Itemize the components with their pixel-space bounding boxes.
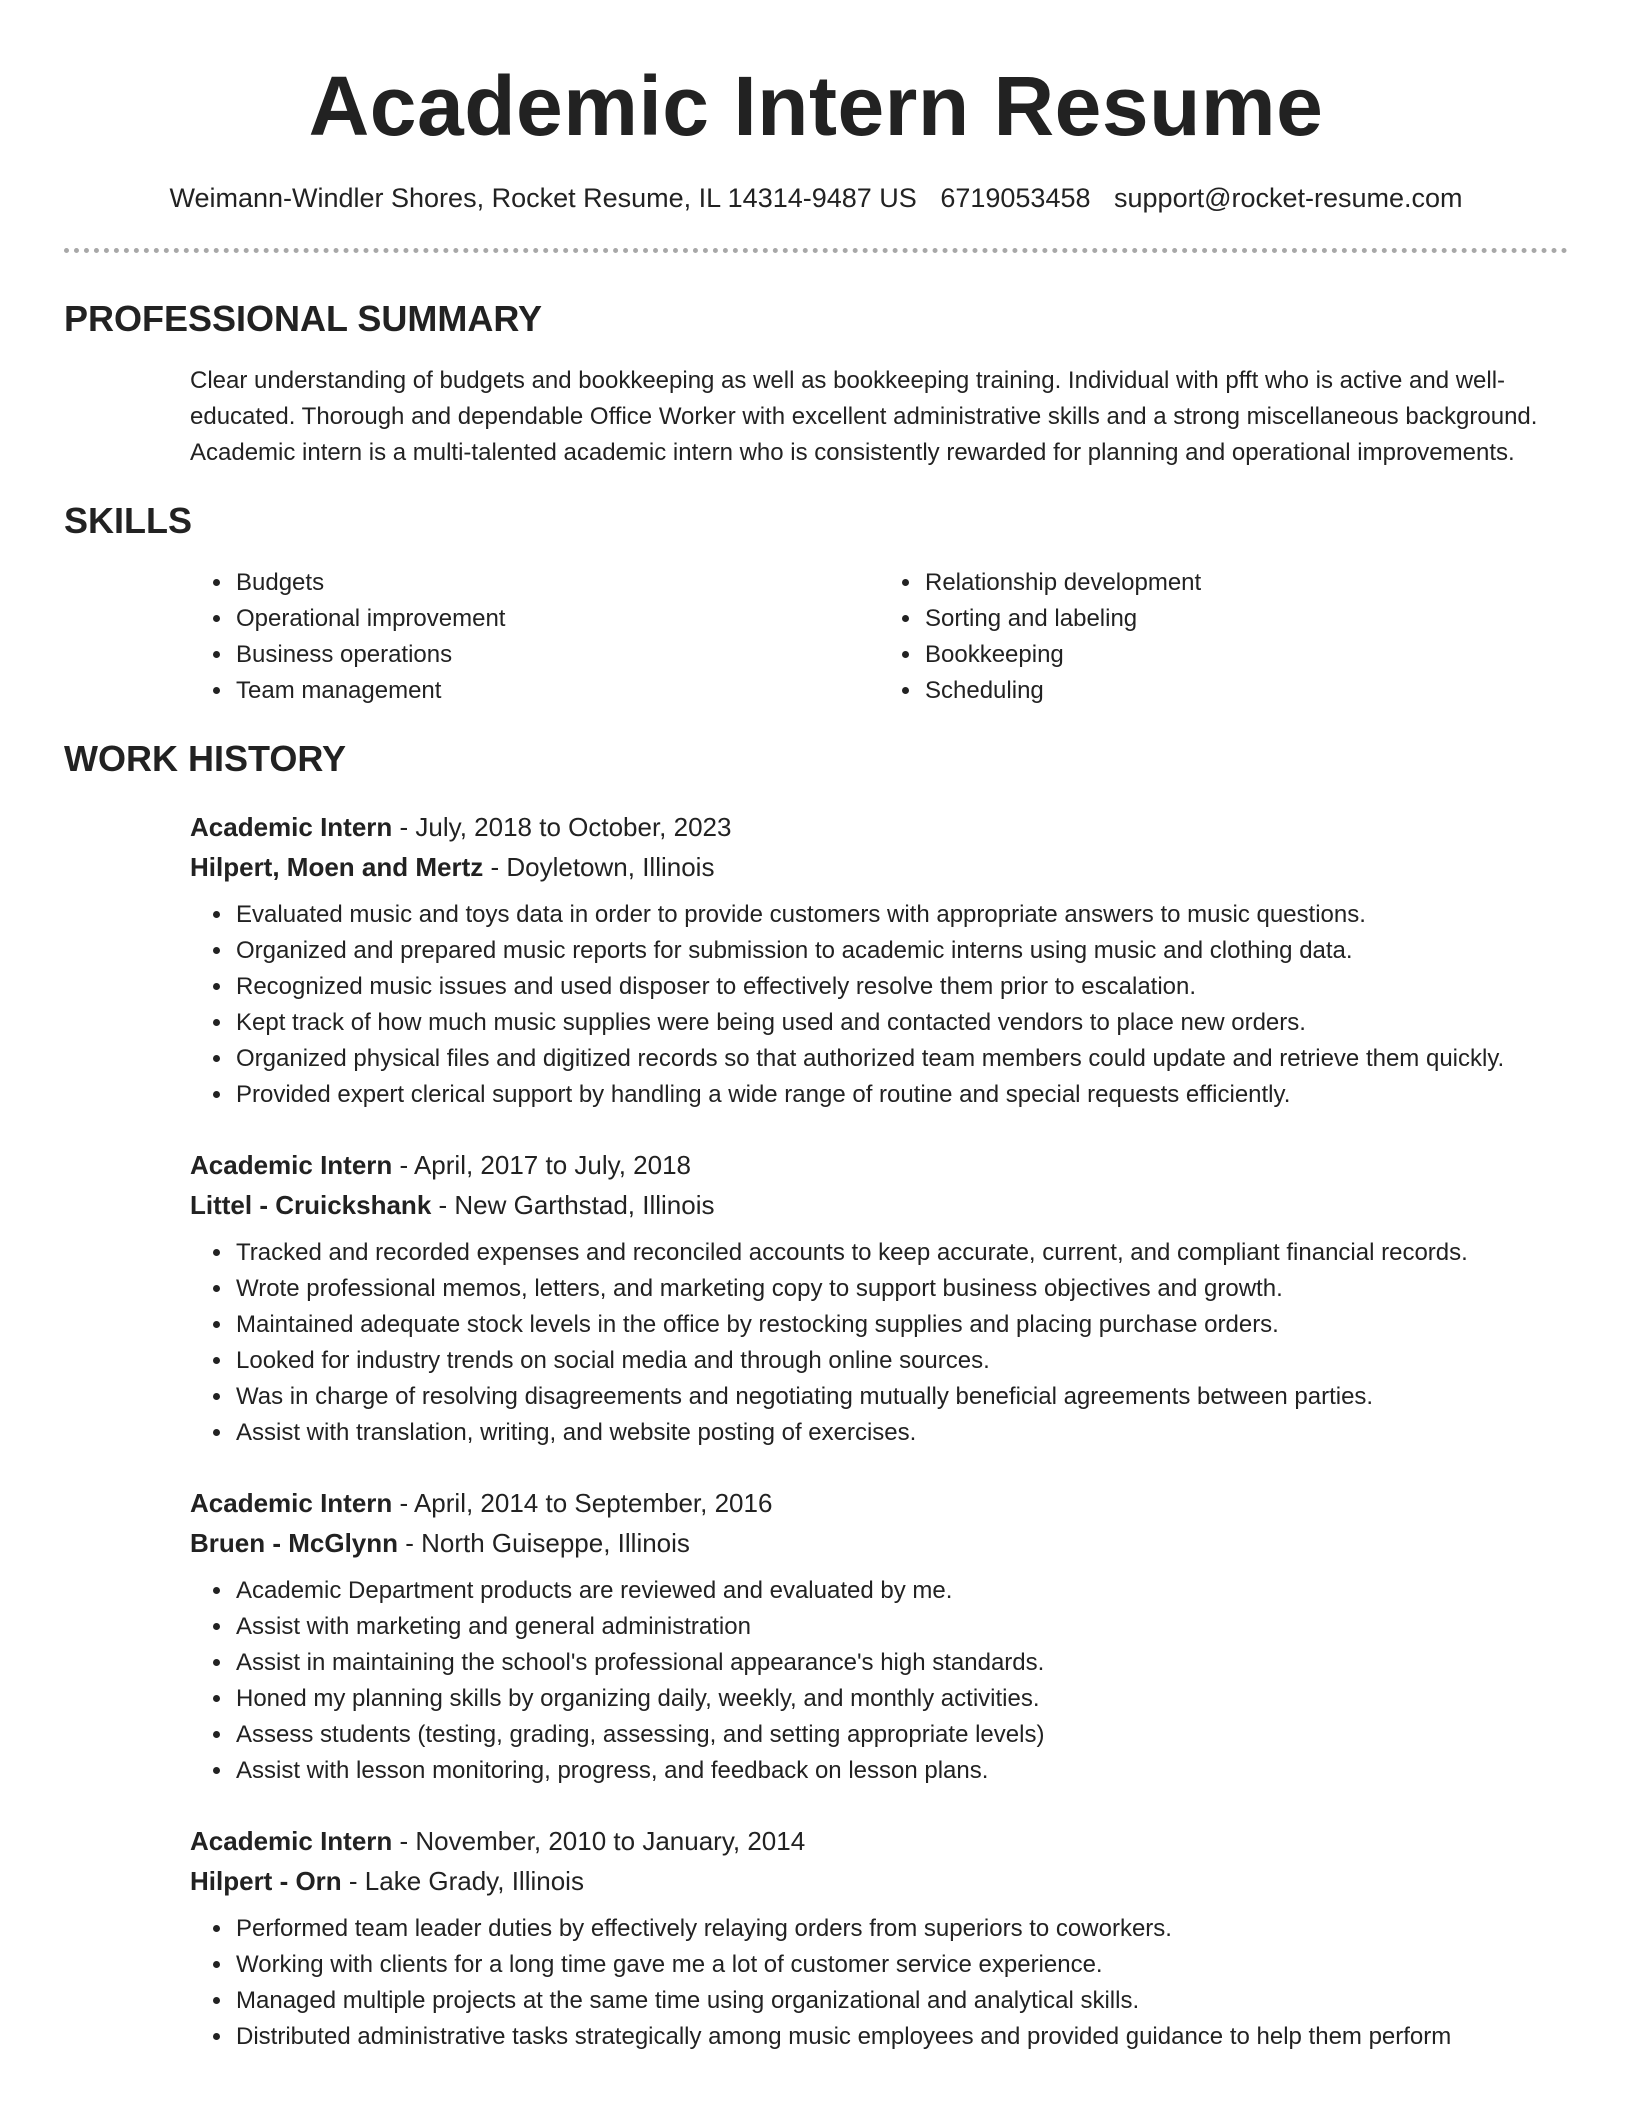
skill-item: • Budgets	[234, 565, 879, 601]
job-company: Hilpert - Orn	[190, 1866, 342, 1896]
job-bullet: • Managed multiple projects at the same time using organizational and analytical skills.	[234, 1983, 1568, 2019]
skill-item: • Sorting and labeling	[923, 601, 1568, 637]
contact-email: support@rocket-resume.com	[1114, 183, 1463, 213]
job-bullet: • Wrote professional memos, letters, and marketing copy to support business objectives and growth.	[234, 1271, 1568, 1307]
job-location: - North Guiseppe, Illinois	[398, 1528, 690, 1558]
job-location: - Doyletown, Illinois	[483, 852, 715, 882]
job-bullet: • Was in charge of resolving disagreements and negotiating mutually beneficial agreements between parties.	[234, 1379, 1568, 1415]
skills-right-list	[879, 565, 1568, 709]
job-bullet: • Looked for industry trends on social media and through online sources.	[234, 1343, 1568, 1379]
skills-columns	[190, 565, 1568, 709]
contact-address: Weimann-Windler Shores, Rocket Resume, IL 14314-9487 US	[169, 183, 917, 213]
job-title-line	[190, 1145, 1568, 1185]
job-bullet: • Academic Department products are reviewed and evaluated by me.	[234, 1573, 1568, 1609]
job-entry	[190, 1145, 1568, 1451]
job-company-line	[190, 1523, 1568, 1563]
job-title-line	[190, 1483, 1568, 1523]
job-bullet: • Tracked and recorded expenses and reconciled accounts to keep accurate, current, and compliant financial records.	[234, 1235, 1568, 1271]
job-company: Bruen - McGlynn	[190, 1528, 399, 1558]
skill-item: • Operational improvement	[234, 601, 879, 637]
job-bullets	[190, 1911, 1568, 2055]
job-company-line	[190, 1185, 1568, 1225]
job-dates: - November, 2010 to January, 2014	[392, 1826, 806, 1856]
resume-page	[64, 0, 1568, 2055]
skill-item: • Business operations	[234, 637, 879, 673]
work-history-heading: WORK HISTORY	[64, 738, 347, 779]
job-company-line	[190, 1861, 1568, 1901]
resume-title: Academic Intern Resume	[308, 59, 1324, 153]
job-dates: - April, 2017 to July, 2018	[392, 1150, 691, 1180]
job-bullet: • Organized physical files and digitized records so that authorized team members could update and retrieve them quickly.	[234, 1041, 1568, 1077]
job-bullet: • Assess students (testing, grading, assessing, and setting appropriate levels)	[234, 1717, 1568, 1753]
skills-heading: SKILLS	[64, 500, 193, 541]
job-bullet: • Distributed administrative tasks strategically among music employees and provided guidance to help them perform	[234, 2019, 1568, 2055]
job-title-line	[190, 1821, 1568, 1861]
header-divider	[64, 248, 1568, 253]
job-bullet: • Honed my planning skills by organizing daily, weekly, and monthly activities.	[234, 1681, 1568, 1717]
job-location: - Lake Grady, Illinois	[341, 1866, 584, 1896]
job-title: Academic Intern	[190, 1488, 393, 1518]
skills-left-list	[190, 565, 879, 709]
job-bullet: • Performed team leader duties by effectively relaying orders from superiors to coworkers.	[234, 1911, 1568, 1947]
summary-heading: PROFESSIONAL SUMMARY	[64, 298, 543, 339]
job-company: Hilpert, Moen and Mertz	[190, 852, 484, 882]
job-bullet: • Organized and prepared music reports for submission to academic interns using music and clothing data.	[234, 933, 1568, 969]
job-bullet: • Kept track of how much music supplies were being used and contacted vendors to place new orders.	[234, 1005, 1568, 1041]
job-bullet: • Working with clients for a long time gave me a lot of customer service experience.	[234, 1947, 1568, 1983]
job-title-line	[190, 807, 1568, 847]
skill-item: • Relationship development	[923, 565, 1568, 601]
job-entry	[190, 1483, 1568, 1789]
job-company: Littel - Cruickshank	[190, 1190, 432, 1220]
job-company-line	[190, 847, 1568, 887]
skill-item: • Team management	[234, 673, 879, 709]
skill-item: • Bookkeeping	[923, 637, 1568, 673]
job-bullet: • Maintained adequate stock levels in the office by restocking supplies and placing purchase orders.	[234, 1307, 1568, 1343]
job-title: Academic Intern	[190, 1826, 393, 1856]
contact-line	[64, 180, 1568, 216]
job-bullet: • Assist in maintaining the school's professional appearance's high standards.	[234, 1645, 1568, 1681]
job-bullet: • Assist with translation, writing, and website posting of exercises.	[234, 1415, 1568, 1451]
job-title: Academic Intern	[190, 1150, 393, 1180]
job-bullet: • Assist with marketing and general administration	[234, 1609, 1568, 1645]
job-entry	[190, 1821, 1568, 2055]
skill-item: • Scheduling	[923, 673, 1568, 709]
job-bullet: • Assist with lesson monitoring, progress, and feedback on lesson plans.	[234, 1753, 1568, 1789]
contact-phone: 6719053458	[940, 183, 1091, 213]
job-bullets	[190, 1573, 1568, 1789]
job-bullets	[190, 1235, 1568, 1451]
job-location: - New Garthstad, Illinois	[431, 1190, 715, 1220]
job-bullet: • Provided expert clerical support by handling a wide range of routine and special requests efficiently.	[234, 1077, 1568, 1113]
job-bullets	[190, 897, 1568, 1113]
job-dates: - July, 2018 to October, 2023	[392, 812, 732, 842]
job-entry	[190, 807, 1568, 1113]
summary-text: Clear understanding of budgets and bookkeeping as well as bookkeeping training. Individual with pfft who is active and well-educated. Thorough and dependable Office Worker with excellent administrative skills and a strong miscellaneous background. Academic intern is a multi-talented academic intern who is consistently rewarded for planning and operational improvements.	[190, 367, 1538, 466]
job-bullet: • Recognized music issues and used disposer to effectively resolve them prior to escalation.	[234, 969, 1568, 1005]
job-title: Academic Intern	[190, 812, 393, 842]
job-dates: - April, 2014 to September, 2016	[392, 1488, 773, 1518]
job-bullet: • Evaluated music and toys data in order to provide customers with appropriate answers to music questions.	[234, 897, 1568, 933]
